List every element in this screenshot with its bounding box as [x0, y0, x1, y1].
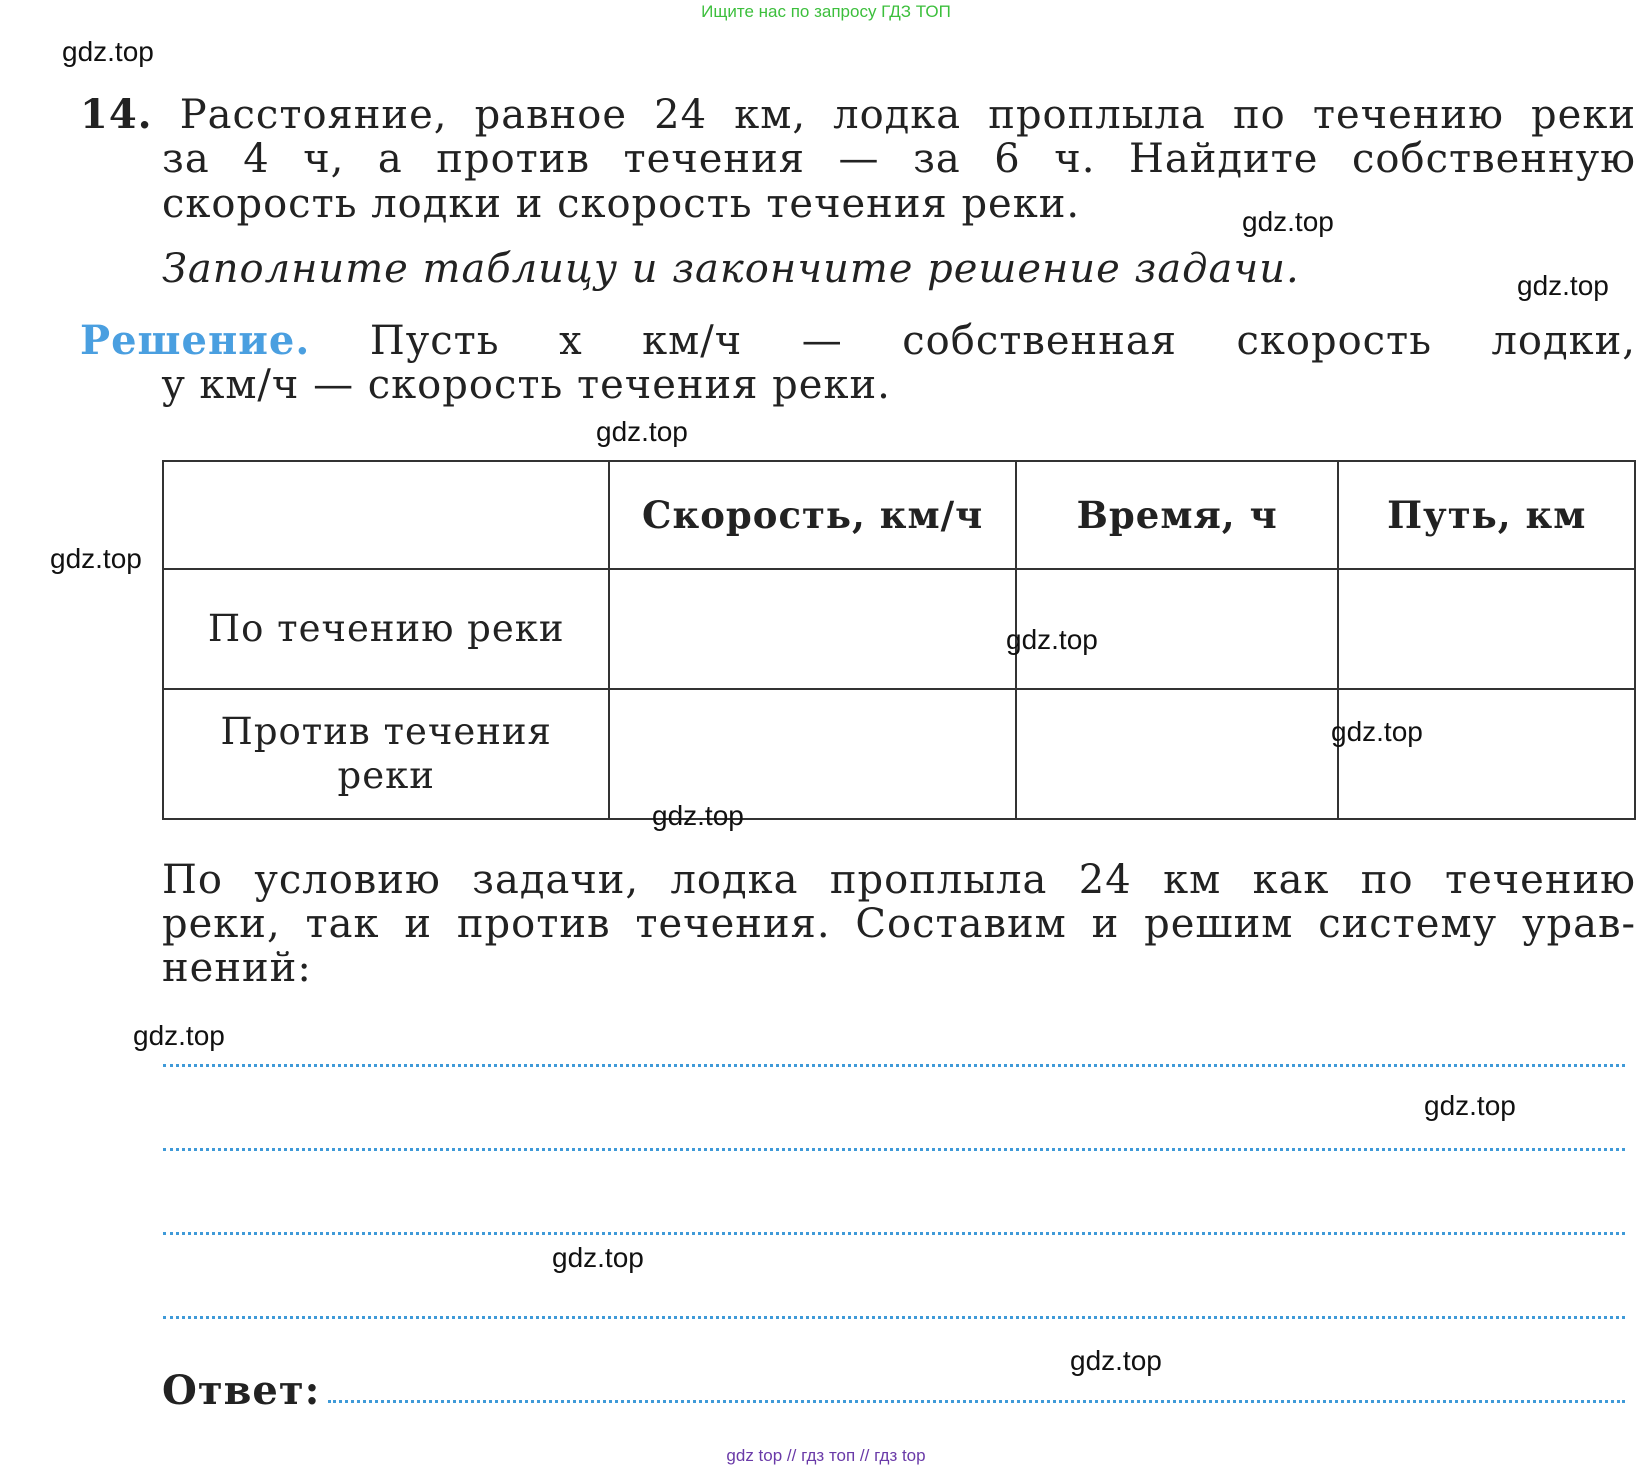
answer-writing-line-2[interactable] [163, 1148, 1625, 1151]
watermark: gdz.top [1424, 1090, 1516, 1121]
answer-writing-line-3[interactable] [163, 1232, 1625, 1235]
solution-text-1: Пусть x км/ч — собственная скорость лодки, [369, 318, 1636, 364]
task-line-2: за 4 ч, а против течения — за 6 ч. Найдите собственную [162, 136, 1636, 182]
solution-label: Решение. [80, 317, 311, 364]
cell-upstream-distance[interactable] [1338, 689, 1635, 819]
task-line-3: скорость лодки и скорость течения реки. [162, 181, 1081, 227]
answer-writing-line-4[interactable] [163, 1316, 1625, 1319]
task-text-1: Расстояние, равное 24 км, лодка проплыла по течению реки [179, 92, 1636, 138]
watermark: gdz.top [1006, 624, 1098, 655]
table-row-label-downstream: По течению реки [163, 569, 609, 689]
answer-input-line[interactable] [328, 1400, 1625, 1403]
condition-line-1: По условию задачи, лодка проплыла 24 км как по течению [162, 857, 1636, 903]
watermark: gdz.top [133, 1020, 225, 1051]
watermark: gdz.top [1242, 206, 1334, 237]
watermark: gdz.top [1517, 270, 1609, 301]
watermark: gdz.top [652, 800, 744, 831]
table-header-time: Время, ч [1016, 461, 1339, 569]
footer-watermark: gdz top // гдз топ // гдз top [726, 1446, 926, 1465]
fill-table [162, 460, 1636, 820]
task-instruction: Заполните таблицу и закончите решение задачи. [162, 246, 1300, 292]
cell-downstream-distance[interactable] [1338, 569, 1635, 689]
condition-line-2: реки, так и против течения. Составим и решим систему урав- [162, 901, 1636, 947]
table-header-empty [163, 461, 609, 569]
watermark: gdz.top [1331, 716, 1423, 747]
task-line-1 [80, 92, 1636, 138]
cell-downstream-speed[interactable] [609, 569, 1015, 689]
solution-line-2: y км/ч — скорость течения реки. [162, 362, 891, 408]
condition-line-3: нений: [162, 945, 312, 991]
watermark: gdz.top [62, 36, 154, 67]
table-row-label-upstream: Против течения реки [163, 689, 609, 819]
table-header-speed: Скорость, км/ч [609, 461, 1015, 569]
task-number: 14. [80, 91, 153, 138]
answer-writing-line-1[interactable] [163, 1064, 1625, 1067]
watermark: gdz.top [596, 416, 688, 447]
watermark: gdz.top [552, 1242, 644, 1273]
solution-line-1 [80, 318, 1636, 364]
table-header-distance: Путь, км [1338, 461, 1635, 569]
cell-upstream-time[interactable] [1016, 689, 1339, 819]
watermark: gdz.top [50, 543, 142, 574]
answer-label: Ответ: [162, 1367, 321, 1414]
top-banner: Ищите нас по запросу ГДЗ ТОП [701, 2, 951, 21]
watermark: gdz.top [1070, 1345, 1162, 1376]
